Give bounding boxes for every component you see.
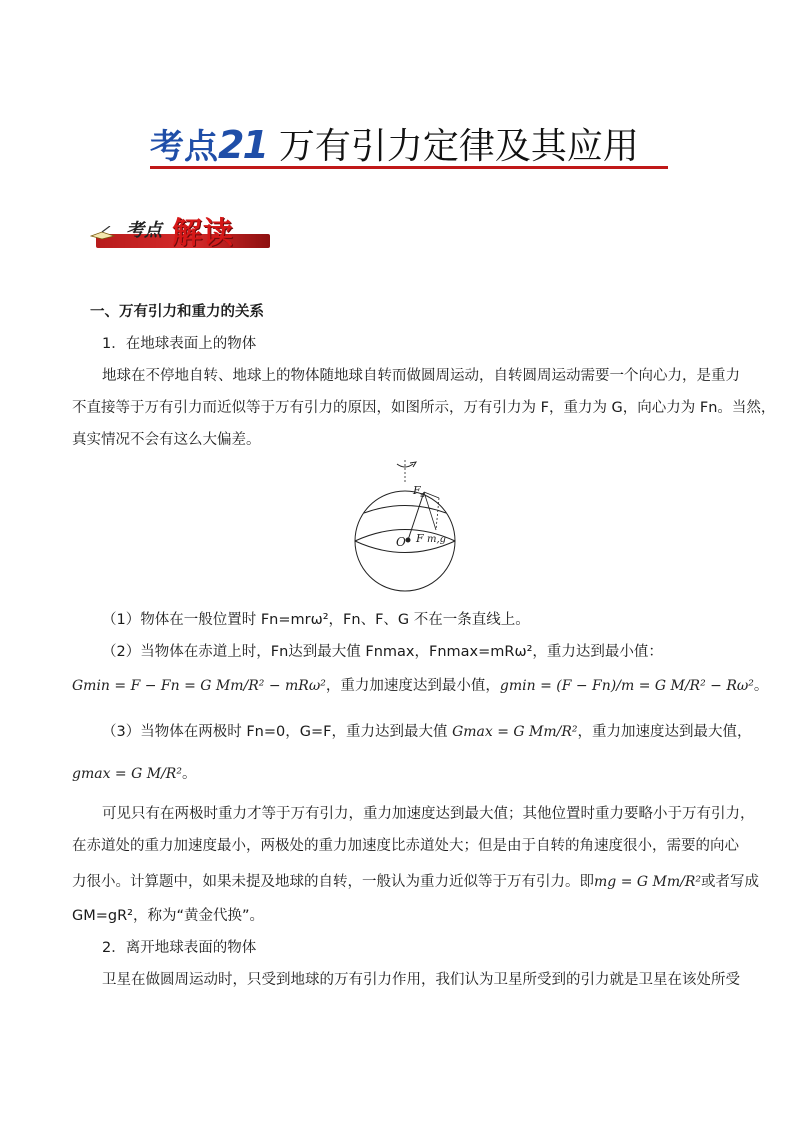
- subsection-heading-1: 1．在地球表面上的物体: [102, 336, 257, 352]
- item-1: （1）物体在一般位置时 Fn=mrω²，Fn、F、G 不在一条直线上。: [102, 612, 530, 628]
- label-mg: m,g: [427, 534, 447, 545]
- paragraph-1-line-1: 地球在不停地自转、地球上的物体随地球自转而做圆周运动，自转圆周运动需要一个向心力，是重力: [102, 368, 740, 384]
- badge-large-text: 解读: [172, 216, 234, 251]
- item-3-row: [102, 722, 752, 742]
- paragraph-2-line-4: GM=gR²，称为“黄金代换”。: [72, 908, 265, 924]
- formula-golden-substitution: mg = G Mm/R²: [594, 874, 701, 890]
- item-3-formula-row: [72, 764, 196, 784]
- item-2-end: 。: [753, 678, 769, 694]
- formula-gmax-force: Gmax = G Mm/R²: [452, 724, 578, 740]
- formula-gmin-force: Gmin = F − Fn = G Mm/R² − mRω²: [72, 678, 326, 694]
- page-title: [150, 118, 639, 170]
- formula-gmax-accel: gmax = G M/R²: [72, 766, 182, 782]
- earth-force-diagram: [340, 458, 470, 598]
- item-3-end2: 。: [181, 766, 197, 782]
- paragraph-2-line-3a: 力很小。计算题中，如果未提及地球的自转，一般认为重力近似等于万有引力。即: [72, 874, 594, 890]
- label-Fn-sub: n: [420, 491, 425, 499]
- label-Fn: F: [413, 484, 421, 497]
- label-O: O: [396, 535, 406, 549]
- paragraph-2-line-1: 可见只有在两极时重力才等于万有引力，重力加速度达到最大值；其他位置时重力要略小于万有引力，: [102, 806, 755, 822]
- formula-gmin-accel: gmin = (F − Fn)/m = G M/R² − Rω²: [499, 678, 754, 694]
- item-2-formula-row: [72, 676, 768, 696]
- paragraph-3-line-1: 卫星在做圆周运动时，只受到地球的万有引力作用，我们认为卫星所受到的引力就是卫星在该处所受: [102, 972, 740, 988]
- badge-small-text: 考点: [126, 220, 162, 241]
- subsection-heading-2: 2．离开地球表面的物体: [102, 940, 257, 956]
- title-main: 万有引力定律及其应用: [278, 126, 639, 167]
- item-3-end: ，重力加速度达到最大值，: [577, 724, 752, 740]
- item-3-start: （3）当物体在两极时 Fn=0，G=F，重力达到最大值: [102, 724, 448, 740]
- title-prefix: 考点: [150, 127, 218, 167]
- paragraph-2-line-2: 在赤道处的重力加速度最小，两极处的重力加速度比赤道处大；但是由于自转的角速度很小，需要的向心: [72, 838, 739, 854]
- section-heading: 一、万有引力和重力的关系: [90, 304, 264, 320]
- paragraph-2-line-3: [72, 872, 759, 892]
- title-underline: [150, 166, 668, 169]
- label-F: F: [416, 532, 424, 545]
- item-2: （2）当物体在赤道上时，Fn达到最大值 Fnmax，Fnmax=mRω²，重力达到最小值：: [102, 644, 663, 660]
- earth-diagram-svg: [340, 458, 470, 598]
- item-2-mid-text: ，重力加速度达到最小值，: [325, 678, 500, 694]
- paragraph-1-line-3: 真实情况不会有这么大偏差。: [72, 432, 261, 448]
- title-number: 21: [218, 123, 267, 167]
- paragraph-2-line-3b: 或者写成: [700, 874, 759, 890]
- section-badge: [90, 208, 270, 251]
- book-pen-icon: [90, 226, 116, 240]
- paragraph-1-line-2: 不直接等于万有引力而近似等于万有引力的原因，如图所示，万有引力为 F，重力为 G，向心力为 Fn。当然，: [72, 400, 776, 416]
